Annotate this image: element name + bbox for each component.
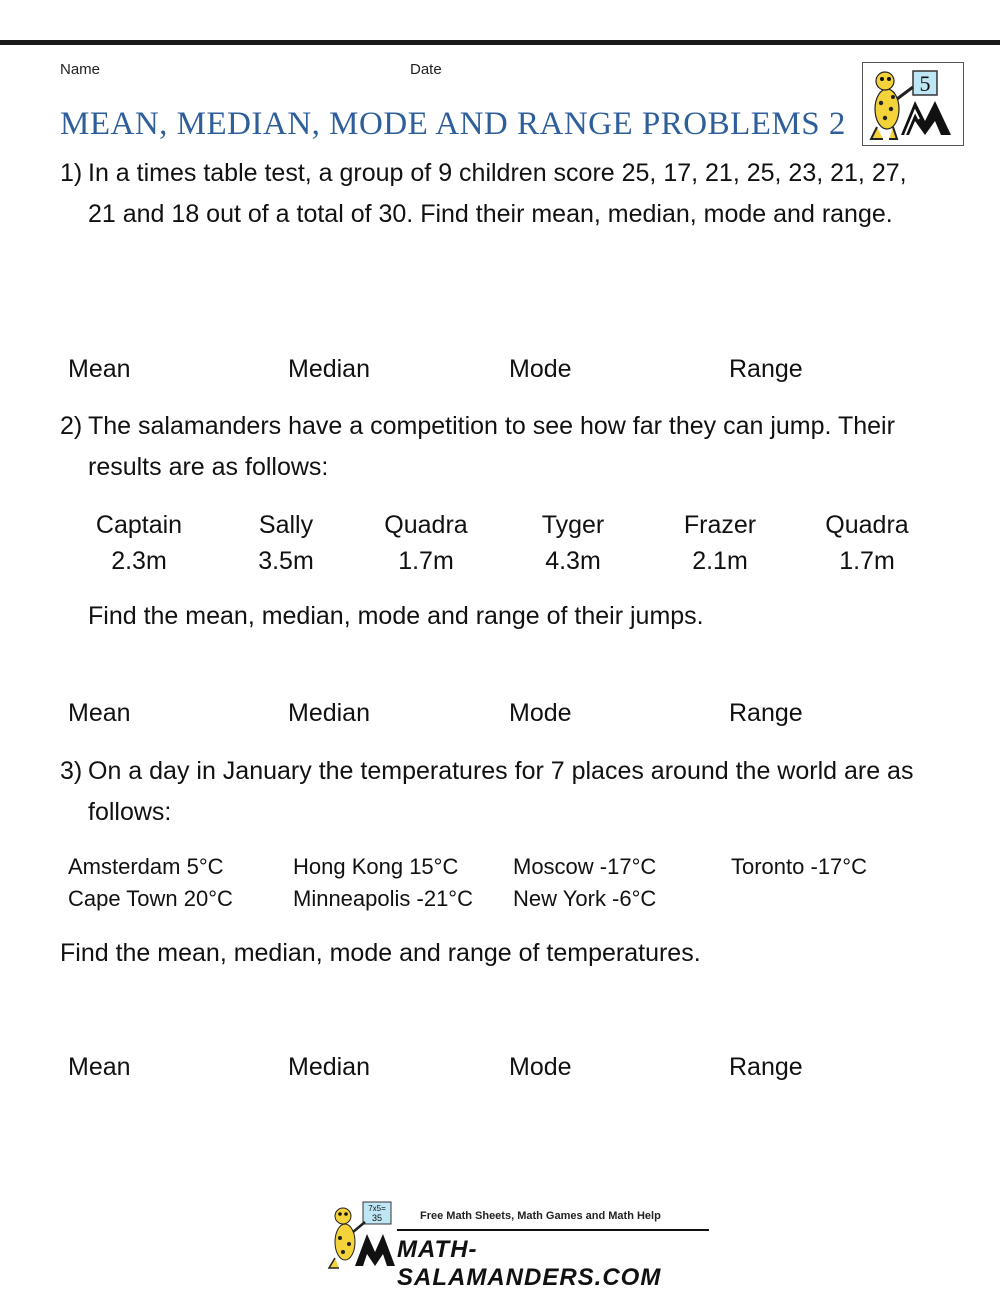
question-1 [60, 153, 940, 235]
footer-logo-result: 35 [371, 1213, 383, 1223]
jump-name: Quadra [825, 511, 909, 539]
logo-number: 5 [919, 71, 931, 96]
jump-name: Sally [258, 511, 314, 539]
jump-value: 2.1m [692, 547, 748, 575]
jump-item [356, 507, 496, 579]
question-2 [60, 406, 940, 488]
q3-mean-label: Mean [68, 1053, 131, 1081]
temperature-item: Toronto -17°C [731, 854, 867, 879]
temperature-item: Cape Town 20°C [68, 886, 233, 911]
jump-item [216, 507, 356, 579]
jump-item [69, 507, 209, 579]
jump-value: 4.3m [545, 547, 601, 575]
temperature-item: Amsterdam 5°C [68, 854, 224, 879]
jump-item [650, 507, 790, 579]
salamander-mascot-icon [325, 1200, 395, 1272]
footer-logo [325, 1200, 715, 1291]
q2-range-label: Range [729, 699, 803, 727]
jump-name: Tyger [541, 511, 605, 539]
q2-mean-label: Mean [68, 699, 131, 727]
jump-results [0, 507, 1000, 587]
q2-median-label: Median [288, 699, 370, 727]
q3-range-label: Range [729, 1053, 803, 1081]
question-1-text: In a times table test, a group of 9 children score 25, 17, 21, 25, 23, 21, 27, 21 and 18 out of a total of 30. Find their mean, median, mode and range. [88, 159, 907, 228]
q3-mode-label: Mode [509, 1053, 572, 1081]
question-1-number: 1) [60, 159, 83, 187]
salamander-mascot-icon [863, 63, 963, 145]
question-2-text: The salamanders have a competition to see how far they can jump. Their results are as follows: [88, 412, 895, 481]
jump-item [797, 507, 937, 579]
q1-median-label: Median [288, 355, 370, 383]
jump-name: Frazer [683, 511, 757, 539]
question-2-instruction: Find the mean, median, mode and range of their jumps. [88, 602, 704, 630]
jump-name: Captain [95, 511, 183, 539]
temperature-item: New York -6°C [513, 886, 657, 911]
temperature-item: Moscow -17°C [513, 854, 657, 879]
jump-value: 1.7m [398, 547, 454, 575]
q1-mean-label: Mean [68, 355, 131, 383]
temperature-item: Minneapolis -21°C [293, 886, 473, 911]
question-3 [60, 751, 940, 833]
top-rule [0, 40, 1000, 45]
footer-brand: MATH-SALAMANDERS.COM [397, 1236, 662, 1291]
q1-mode-label: Mode [509, 355, 572, 383]
salamander-logo [862, 62, 964, 146]
footer-logo-sum: 7x5= [368, 1204, 386, 1213]
jump-value: 1.7m [839, 547, 895, 575]
jump-value: 3.5m [258, 547, 314, 575]
temperature-item: Hong Kong 15°C [293, 854, 459, 879]
date-label: Date [410, 61, 442, 78]
question-3-instruction: Find the mean, median, mode and range of temperatures. [60, 939, 701, 967]
footer-divider [397, 1229, 709, 1231]
question-2-number: 2) [60, 412, 83, 440]
page-title: MEAN, MEDIAN, MODE AND RANGE PROBLEMS 2 [60, 106, 846, 142]
jump-item [503, 507, 643, 579]
q2-mode-label: Mode [509, 699, 572, 727]
name-label: Name [60, 61, 101, 78]
question-3-number: 3) [60, 757, 83, 785]
jump-name: Quadra [384, 511, 468, 539]
footer-tagline: Free Math Sheets, Math Games and Math Help [420, 1210, 661, 1222]
q3-median-label: Median [288, 1053, 370, 1081]
jump-value: 2.3m [111, 547, 167, 575]
q1-range-label: Range [729, 355, 803, 383]
question-3-text: On a day in January the temperatures for 7 places around the world are as follows: [88, 757, 914, 826]
